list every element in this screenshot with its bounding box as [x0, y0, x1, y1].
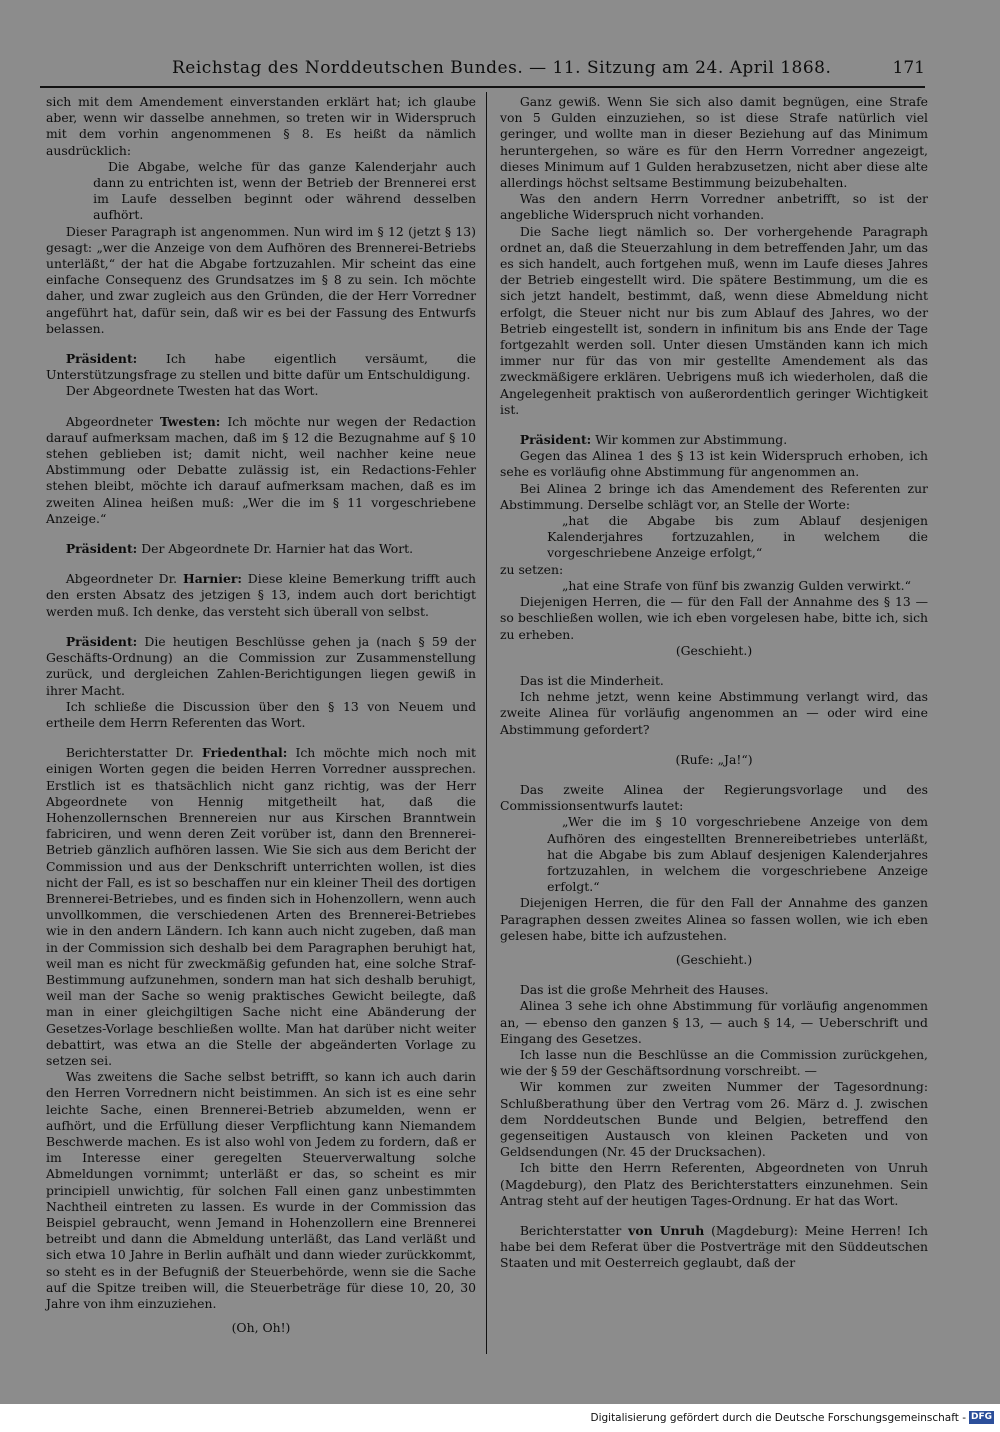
paragraph-text: Bei Alinea 2 bringe ich das Amendement des Referenten zur Abstimmung. Derselbe schlägt vor, an Stelle der Worte: [500, 480, 928, 512]
paragraph [500, 191, 928, 223]
speaker-role: Abgeordneter Dr. [65, 571, 183, 587]
header-rule [40, 86, 925, 88]
paragraph-text: Was den andern Herrn Vorredner anbetrifft, so ist der angebliche Widerspruch nicht vorhanden. [500, 191, 928, 223]
speaker-name: Präsident: [65, 541, 138, 557]
speaker-name: Harnier: [182, 571, 242, 587]
funding-credit: Digitalisierung gefördert durch die Deutsche Forschungsgemeinschaft - [590, 1412, 966, 1424]
paragraph [500, 643, 928, 659]
paragraph-text: Ganz gewiß. Wenn Sie sich also damit begnügen, eine Strafe von 5 Gulden einzuziehen, so ist diese Strafe natürlich viel geringer, und wollte man in dieser Beziehung auf das Minimum heruntergehen, so wäre es für den Herrn Vorredner angezeigt, dieses Minimum auf 1 Gulden herabzusetzen, nicht aber diese alte allerdings höchst seltsame Bestimmung beizubehalten. [500, 94, 928, 191]
paragraph-text: (Magdeburg): Meine Herren! Ich habe bei dem Referat über die Postverträge mit den Süddeutschen Staaten und mit Oesterreich geglaubt, daß der [500, 1223, 928, 1271]
paragraph-text: (Rufe: „Ja!“) [675, 751, 753, 767]
paragraph-text: Das ist die Minderheit. [519, 672, 664, 688]
paragraph-text: Ich lasse nun die Beschlüsse an die Commission zurückgehen, wie der § 59 der Geschäftsordnung vorschreibt. — [500, 1046, 928, 1079]
paragraph-text: Die Abgabe, welche für das ganze Kalenderjahr auch dann zu entrichten ist, wenn der Betrieb der Brennerei erst im Laufe desselben beginnt oder während desselben aufhört. [93, 158, 476, 223]
paragraph-text: Alinea 3 sehe ich ohne Abstimmung für vorläufig angenommen an, — ebenso den ganzen § 13, — auch § 14, — Ueberschrift und Eingang des Gesetzes. [500, 998, 928, 1046]
right-column [500, 94, 928, 1272]
paragraph [46, 699, 476, 731]
paragraph-text: Die Sache liegt nämlich so. Der vorhergehende Paragraph ordnet an, daß die Steuerzahlung in dem betreffenden Jahr, um das es sich handelt, auch fortgehen muß, wenn im Laufe dieses Jahres der Betrieb eingestellt wird. Die spätere Bestimmung, um die es sich jetzt handelt, bestimmt, daß, wenn diese Abmeldung nicht erfolgt, die Steuer nicht nur bis zum Ablauf des Jahres, wo der Betrieb eingestellt ist, sondern in infinitum bis ans Ende der Tage fortgezahlt werden soll. Unter diesen Umständen kann ich mich immer nur für das von mir gestellte Amendement als das zweckmäßigere erklären. Uebrigens muß ich wiederholen, daß die Angelegenheit praktisch von außerordentlich geringer Wichtigkeit ist. [500, 223, 928, 417]
paragraph [500, 432, 928, 448]
footer-bar [0, 1404, 1000, 1432]
paragraph-text: sich mit dem Amendement einverstanden erklärt hat; ich glaube aber, wenn wir dasselbe annehmen, so treten wir in Widerspruch mit dem vorhin angenommenen § 8. Es heißt da nämlich ausdrücklich: [46, 94, 476, 158]
paragraph [46, 94, 476, 159]
paragraph [500, 1079, 928, 1160]
speaker-name: von Unruh [628, 1223, 705, 1238]
paragraph-text: Diejenigen Herren, die — für den Fall der Annahme des § 13 — so beschließen wollen, wie ich eben vorgelesen habe, bitte ich, sich zu erheben. [500, 594, 928, 642]
paragraph [500, 752, 928, 768]
paragraph [500, 94, 928, 191]
speaker-name: Friedenthal: [202, 745, 288, 761]
paragraph [500, 689, 928, 738]
paragraph [500, 895, 928, 944]
paragraph [46, 634, 476, 699]
paragraph [500, 594, 928, 643]
speaker-name: Präsident: [65, 351, 138, 367]
page-number: 171 [892, 58, 925, 78]
paragraph-text: Diese kleine Bemerkung trifft auch den ersten Absatz des jetzigen § 13, indem auch dort berichtigt werden muß. Ich denke, das versteht sich überall von selbst. [46, 571, 476, 619]
paragraph [500, 952, 928, 968]
paragraph [46, 383, 476, 399]
paragraph [46, 1069, 476, 1312]
paragraph [46, 1320, 476, 1336]
paragraph-text: Das ist die große Mehrheit des Hauses. [519, 982, 769, 998]
paragraph-text: „hat eine Strafe von fünf bis zwanzig Gulden verwirkt.“ [561, 577, 911, 593]
paragraph [500, 673, 928, 689]
paragraph-text: (Oh, Oh!) [231, 1320, 291, 1336]
paragraph-text: Ich bitte den Herrn Referenten, Abgeordneten von Unruh (Magdeburg), den Platz des Berichterstatters einzunehmen. Sein Antrag steht auf der heutigen Tages-Ordnung. Er hat das Wort. [500, 1160, 928, 1208]
paragraph-text: zu setzen: [500, 561, 564, 577]
paragraph-text: Ich möchte nur wegen der Redaction darauf aufmerksam machen, daß im § 12 die Bezugnahme auf § 10 stehen geblieben ist; damit nicht, weil nachher keine neue Abstimmung oder Debatte zulässig ist, ein Redactions-Fehler stehen bleibt, möchte ich darauf aufmerksam machen, daß es im zweiten Alinea heißen muß: „Wer die im § 11 vorgeschriebene Anzeige.“ [46, 413, 476, 526]
paragraph-text: Das zweite Alinea der Regierungsvorlage und des Commissionsentwurfs lautet: [500, 781, 928, 814]
paragraph-text: Wir kommen zur Abstimmung. [591, 432, 788, 448]
paragraph-text: Diejenigen Herren, die für den Fall der Annahme des ganzen Paragraphen dessen zweites Alinea so fassen wollen, wie ich eben gelesen habe, bitte ich aufzustehen. [500, 895, 928, 943]
speaker-role: Berichterstatter [519, 1223, 629, 1238]
speaker-name: Twesten: [159, 413, 221, 429]
paragraph-text: Ich möchte mich noch mit einigen Worten gegen die beiden Herren Vorredner aussprechen. Erstlich ist es thatsächlich nicht ganz richtig, was der Herr Abgeordnete von Hennig mitgetheilt hat, daß die Hohenzollernschen Brennereien nur aus Kirschen Branntwein fabriciren, und wenn deren Zeit vorüber ist, dann den Brennerei-Betrieb gänzlich aufhören lassen. Wie Sie sich aus dem Bericht der Commission und aus der Denkschrift unterrichten wollen, ist dies nicht der Fall, es ist so beschaffen nur ein kleiner Theil des dortigen Brennerei-Betriebes, und es finden sich in Hohenzollern, wenn auch unvollkommen, die verschiedenen Arten des Brennerei-Betriebes wie in den andern Ländern. Ich kann auch nicht zugeben, daß man in der Commission sich deshalb bei dem Paragraphen beruhigt hat, weil man es nicht für zweckmäßig gefunden hat, eine solche Straf-Bestimmung aufzunehmen, sondern man hat sich deshalb beruhigt, weil man der Sache so wenig praktisches Gewicht beilegte, daß man in einer gleichgiltigen Sache nicht eine Abänderung der Gesetzes-Vorlage beschließen wollte. Man hat darüber nicht weiter debattirt, was etwa an die Stelle der abgeänderten Vorlage zu setzen sei. [46, 745, 476, 1068]
paragraph [547, 578, 928, 594]
paragraph [500, 1047, 928, 1079]
paragraph-text: Die heutigen Beschlüsse gehen ja (nach § 59 der Geschäfts-Ordnung) an die Commission zur Zusammenstellung zurück, und dergleichen Zahlen-Berichtigungen liegen gewiß in ihrer Macht. [46, 633, 476, 698]
paragraph [500, 1160, 928, 1209]
speaker-name: Präsident: [65, 633, 138, 649]
paragraph [500, 562, 928, 578]
paragraph-text: Der Abgeordnete Twesten hat das Wort. [65, 383, 319, 399]
paragraph [500, 1223, 928, 1272]
paragraph [46, 571, 476, 620]
page-header [40, 58, 925, 84]
paragraph [500, 481, 928, 513]
paragraph-text: (Geschieht.) [675, 951, 753, 967]
paragraph-text: Der Abgeordnete Dr. Harnier hat das Wort. [137, 541, 414, 557]
paragraph [547, 814, 928, 895]
paragraph-text: „hat die Abgabe bis zum Ablauf desjenigen Kalenderjahres fortzuzahlen, in welchem die vorgeschriebene Anzeige erfolgt,“ [547, 513, 928, 561]
paragraph [547, 513, 928, 562]
paragraph-text: Was zweitens die Sache selbst betrifft, so kann ich auch darin den Herren Vorrednern nicht beistimmen. An sich ist es eine sehr leichte Sache, einen Brennerei-Betrieb abzumelden, wenn er aufhört, und die Erfüllung dieser Verpflichtung kann Niemandem Beschwerde machen. Es ist also wohl von Jedem zu fordern, daß er im Interesse einer geregelten Steuerverwaltung solche Abmeldungen vornimmt; unterläßt er das, so scheint es mir principiell unwichtig, für solchen Fall einen ganz unbestimmten Nachtheil eintreten zu lassen. Es wurde in der Commission das Beispiel gebraucht, wenn Jemand in Hohenzollern eine Brennerei betreibt und dann die Abmeldung unterläßt, das Land verläßt und sich etwa 10 Jahre in Berlin aufhält und dann wieder zurückkommt, so steht es in der Befugniß der Steuerbehörde, wenn sie die Sache auf die Spitze treiben will, die Steuerbeträge für diese 10, 20, 30 Jahre von ihm einzuziehen. [46, 1069, 476, 1312]
paragraph-text: „Wer die im § 10 vorgeschriebene Anzeige von dem Aufhören des eingestellten Brennereibetriebes unterläßt, hat die Abgabe bis zum Ablauf desjenigen Kalenderjahres fortzuzahlen, in welchem die vorgeschriebene Anzeige erfolgt.“ [547, 814, 928, 895]
paragraph [46, 541, 476, 557]
speaker-role: Berichterstatter Dr. [65, 745, 202, 761]
paragraph-text: Dieser Paragraph ist angenommen. Nun wird im § 12 (jetzt § 13) gesagt: „wer die Anzeige von dem Aufhören des Brennerei-Betriebs unterläßt,“ der hat die Abgabe fortzuzahlen. Mir scheint das eine einfache Consequenz des Grundsatzes im § 8 zu sein. Ich möchte daher, und zwar zugleich aus den Gründen, die der Herr Vorredner angeführt hat, dafür sein, daß wir es bei der Fassung des Entwurfs belassen. [46, 223, 476, 336]
paragraph [500, 998, 928, 1047]
paragraph-text: Ich nehme jetzt, wenn keine Abstimmung verlangt wird, das zweite Alinea für vorläufig angenommen an — oder wird eine Abstimmung gefordert? [500, 689, 928, 737]
paragraph-text: Ich habe eigentlich versäumt, die Unterstützungsfrage zu stellen und bitte dafür um Entschuldigung. [46, 351, 476, 383]
paragraph [500, 982, 928, 998]
paragraph [46, 224, 476, 337]
dfg-logo: DFG [970, 1412, 992, 1422]
column-divider [486, 92, 487, 1354]
paragraph [46, 414, 476, 527]
paragraph-text: Ich schließe die Discussion über den § 13 von Neuem und ertheile dem Herrn Referenten das Wort. [46, 698, 476, 730]
speaker-role: Abgeordneter [65, 413, 160, 429]
left-column [46, 94, 476, 1336]
paragraph-text: Gegen das Alinea 1 des § 13 ist kein Widerspruch erhoben, ich sehe es vorläufig ohne Abstimmung für angenommen an. [500, 448, 928, 480]
speaker-name: Präsident: [519, 432, 592, 448]
paragraph-text: (Geschieht.) [675, 642, 753, 658]
paragraph [500, 224, 928, 418]
paragraph [46, 351, 476, 383]
paragraph [500, 448, 928, 480]
paragraph [93, 159, 476, 224]
running-title: Reichstag des Norddeutschen Bundes. — 11. Sitzung am 24. April 1868. [172, 58, 832, 78]
paragraph [46, 745, 476, 1069]
paragraph [500, 782, 928, 814]
paragraph-text: Wir kommen zur zweiten Nummer der Tagesordnung: Schlußberathung über den Vertrag vom 26. März d. J. zwischen dem Norddeutschen Bunde und Belgien, betreffend den gegenseitigen Austausch von kleinen Packeten und von Geldsendungen (Nr. 45 der Drucksachen). [500, 1079, 928, 1160]
